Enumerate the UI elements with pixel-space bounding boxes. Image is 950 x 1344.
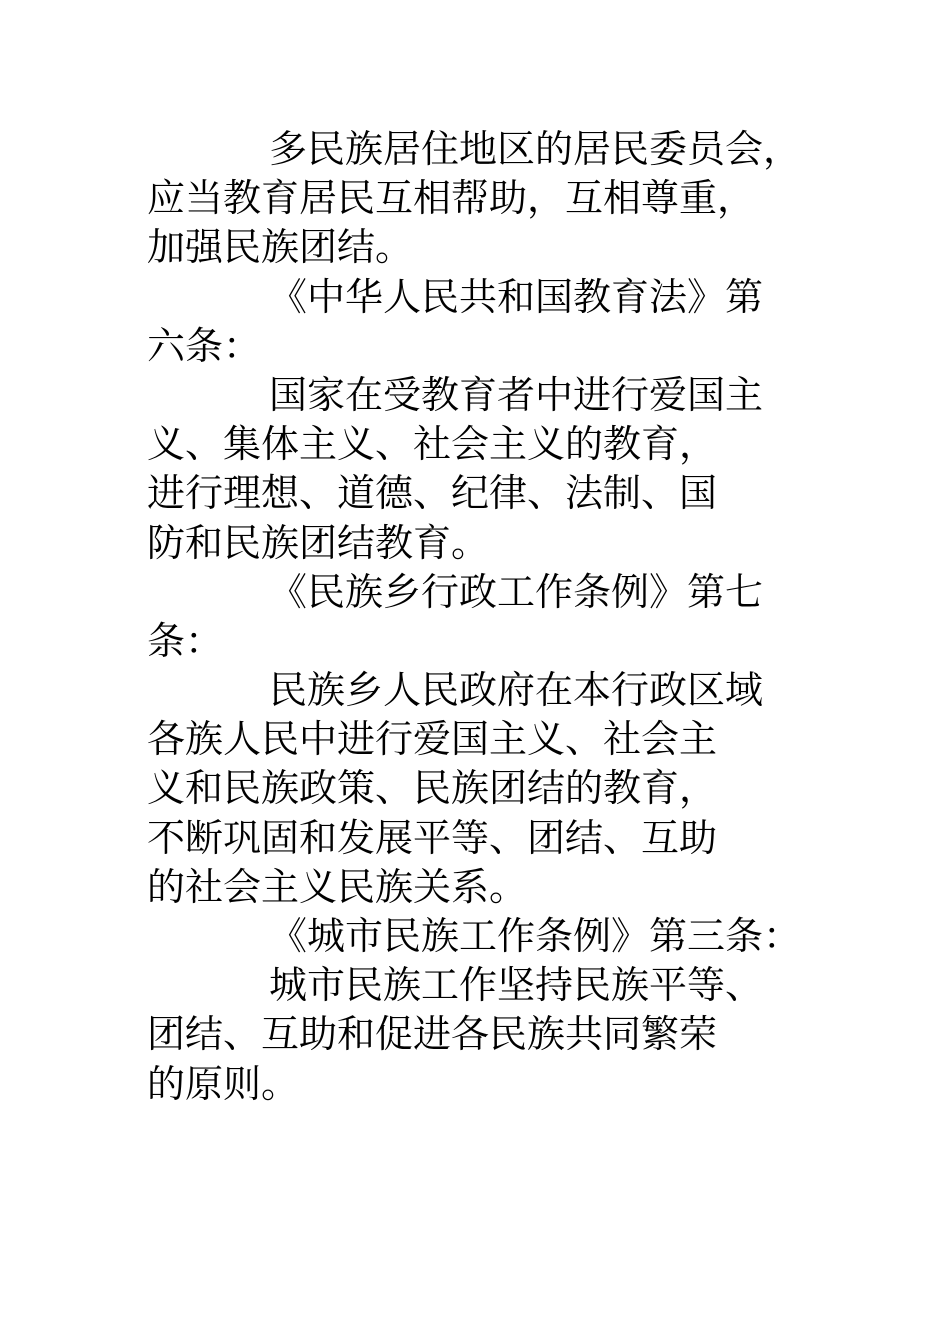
text-line-11: 条：	[147, 618, 224, 663]
text-line-17: 《城市民族工作条例》第三条：	[269, 914, 802, 958]
text-line-3: 加强民族团结。	[147, 225, 414, 270]
text-line-19: 团结、互助和促进各民族共同繁荣	[147, 1012, 718, 1057]
document-body	[147, 125, 847, 1109]
text-line-5: 六条：	[147, 323, 262, 368]
text-line-13: 各族人民中进行爱国主义、社会主	[147, 717, 718, 762]
text-line-7: 义、集体主义、社会主义的教育，	[147, 422, 718, 467]
text-line-20: 的原则。	[147, 1061, 300, 1106]
text-line-14: 义和民族政策、民族团结的教育，	[147, 766, 718, 811]
text-line-6: 国家在受教育者中进行爱国主	[269, 372, 764, 417]
text-line-10: 《民族乡行政工作条例》第七	[269, 569, 764, 614]
text-line-9: 防和民族团结教育。	[147, 520, 490, 565]
text-line-16: 的社会主义民族关系。	[147, 864, 528, 909]
text-line-2: 应当教育居民互相帮助，互相尊重，	[147, 176, 756, 221]
text-line-1: 多民族居住地区的居民委员会，	[269, 127, 802, 171]
text-line-18: 城市民族工作坚持民族平等、	[269, 963, 764, 1008]
text-line-8: 进行理想、道德、纪律、法制、国	[147, 471, 718, 516]
text-line-4: 《中华人民共和国教育法》第	[269, 274, 764, 319]
text-line-15: 不断巩固和发展平等、团结、互助	[147, 815, 718, 860]
text-line-12: 民族乡人民政府在本行政区域	[269, 668, 764, 713]
